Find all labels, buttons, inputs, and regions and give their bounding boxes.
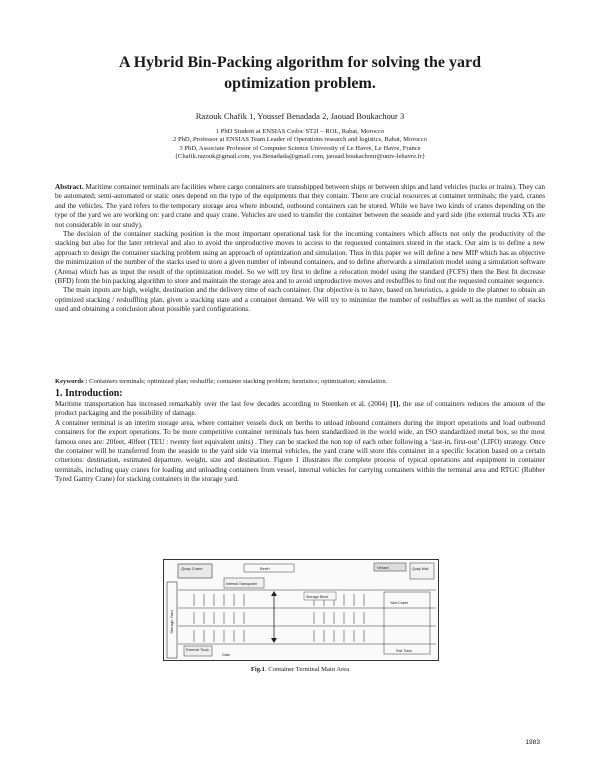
paper-title xyxy=(60,52,540,94)
figure-caption-text: . Container Terminal Main Area xyxy=(264,666,350,673)
abstract-label: Abstract. xyxy=(55,183,84,191)
section-heading-introduction: 1. Introduction: xyxy=(55,388,123,399)
keywords-text: Containers terminals; optimized plan; reshuffle; container stacking problem; heuristics; optimization; simulation. xyxy=(89,378,388,385)
keywords-line xyxy=(55,377,545,386)
intro-text-1a: Maritime transportation has increased remarkably over the last few decades according to Steenken et al. (2004) xyxy=(55,400,391,408)
citation-ref: [1] xyxy=(390,400,399,408)
title-line-1: A Hybrid Bin-Packing algorithm for solving the yard xyxy=(119,54,481,71)
intro-paragraph-1 xyxy=(55,400,545,419)
arrow-head-down xyxy=(271,638,277,643)
label-external-truck: External Truck xyxy=(186,648,209,652)
arrow-head-up xyxy=(271,591,277,596)
abstract-paragraph-3: The main inputs are high, weight, destination and the delivery time of each container. Our objective is to have, based on heuristics, a guide to the planner to obtain an optimized stacking / reshuffling plan, given a stacking state and a container demand. We will try to minimize the number of reshuffles as well as the number of stacks used and obtaining a conclusion about possible yard configurations. xyxy=(55,286,545,314)
figure-caption xyxy=(100,666,500,673)
intro-text-1b: , the use of containers reduces the amount of the product packaging and the possibility of damage. xyxy=(55,400,545,418)
abstract-paragraph-2: The decision of the container stacking position is the most important operational task for the incoming containers which affects not only the productivity of the stacking but also for the later retrieval and also to avoid the unproductive moves to access to the requested containers stored in the stack. Our aim is to define a new approach to design the container stacking problem using an approach of optimization and simulation. Thus in this paper we will define a new MIP which has as objective the minimization of the number of the stacks used to store a given number of inbound containers, and to define afterwards a simulation model using a simulation software (Arena) which has as input the result of the optimization model. So we will try first to define a relocation model using the standard (FCFS) then the Best fit decrease (BFD) from the bin packing algorithm to store and maintain the storage area and to avoid unproductive moves and reshuffles to find out the requested container sequence. xyxy=(55,230,545,286)
abstract-paragraph-1 xyxy=(55,183,545,230)
title-line-2: optimization problem. xyxy=(224,75,376,92)
figure-caption-label: Fig.1 xyxy=(250,666,265,673)
abstract-text-1: Maritime container terminals are facilities where cargo containers are transshipped between ships or between ships and land vehicles (tucks or trains). They can be automated; semi-automated or static ones depend on the type of the equipments that they contain. There are crucial resources at container terminals; the yard, cranes and the vehicles. The yard refers to the temporary storage area where inbound, outbound containers can be stored. While we have two kinds of cranes depending on the type of the yard we are working on: yard crane and quay crane. Vehicles are used to transfer the container between the seaside and yard side (the external trucks XTs are not considerable in our study). xyxy=(55,183,545,229)
page-number: 1983 xyxy=(525,739,540,746)
label-quay-crane: Quay Crane xyxy=(181,566,203,571)
label-storage-yard: Storage Yard xyxy=(169,610,174,634)
label-yard-crane: Yard Crane xyxy=(390,601,409,605)
keywords-label: Keywords : xyxy=(55,378,88,385)
label-internal-transporter: Internal Transporter xyxy=(226,582,258,586)
label-storage-block: Storage Block xyxy=(306,595,329,599)
quay-wall-box xyxy=(410,563,434,579)
label-gate: Gate xyxy=(222,653,230,657)
label-berth: Berth xyxy=(260,566,270,571)
author-emails: {Chafik.razouk@gmail.com, yss.Benadada@gmail.com, jaouad.boukachour@univ-lehavre.fr} xyxy=(174,153,426,161)
abstract-section xyxy=(55,183,545,315)
label-quay-wall: Quay Wall xyxy=(412,567,429,571)
label-vessel: Vessel xyxy=(377,565,389,570)
figure-terminal-diagram xyxy=(163,559,439,661)
storage-stacks xyxy=(194,594,364,642)
label-rail-track: Rail Track xyxy=(396,649,412,653)
affiliation-1: 1 PhD Student at ENSIAS Cedoc ST2I – ROL, Rabat, Morocco xyxy=(215,128,385,135)
intro-paragraph-2: A container terminal is an interim storage area, where container vessels dock on berths to unload inbound containers during the import operations and load outbound containers for the export operations. To be more competitive container terminals has been standardized in the world wide, an ISO standardized metal box, so the most famous ones are: 20feet, 40feet (TEU : twenty feet equivalent units) . They can be stacked the non top of each other following a ‘last-in, first-out’ (LIFO) strategy. Once the container will be transferred from the seaside to the yard side via internal vehicles, the yard crane will store this container in a specific location based on a certain criterions: destination, estimated departure, weight, size and destination. Figure 1 illustrates the complete process of typical operations and equipment in container terminals, including quay cranes for loading and unloading containers from vessel, internal vehicles for carrying containers within the terminal area and RTGC (Rubber Tyred Gantry Crane) for stacking containers in the storage yard. xyxy=(55,418,545,484)
affiliation-2: 2 PhD, Professor at ENSIAS Team Leader of Operations research and logistics, Rabat, Morocco xyxy=(173,136,427,144)
introduction-section xyxy=(55,400,545,485)
affiliation-3: 3 PhD, Associate Professor of Computer Science University of Le Havre, Le Havre, France xyxy=(179,144,421,152)
authors-line: Razouk Chafik 1, Youssef Benadada 2, Jaouad Boukachour 3 xyxy=(195,111,405,121)
affiliations xyxy=(40,128,560,162)
terminal-diagram-svg xyxy=(164,560,438,660)
